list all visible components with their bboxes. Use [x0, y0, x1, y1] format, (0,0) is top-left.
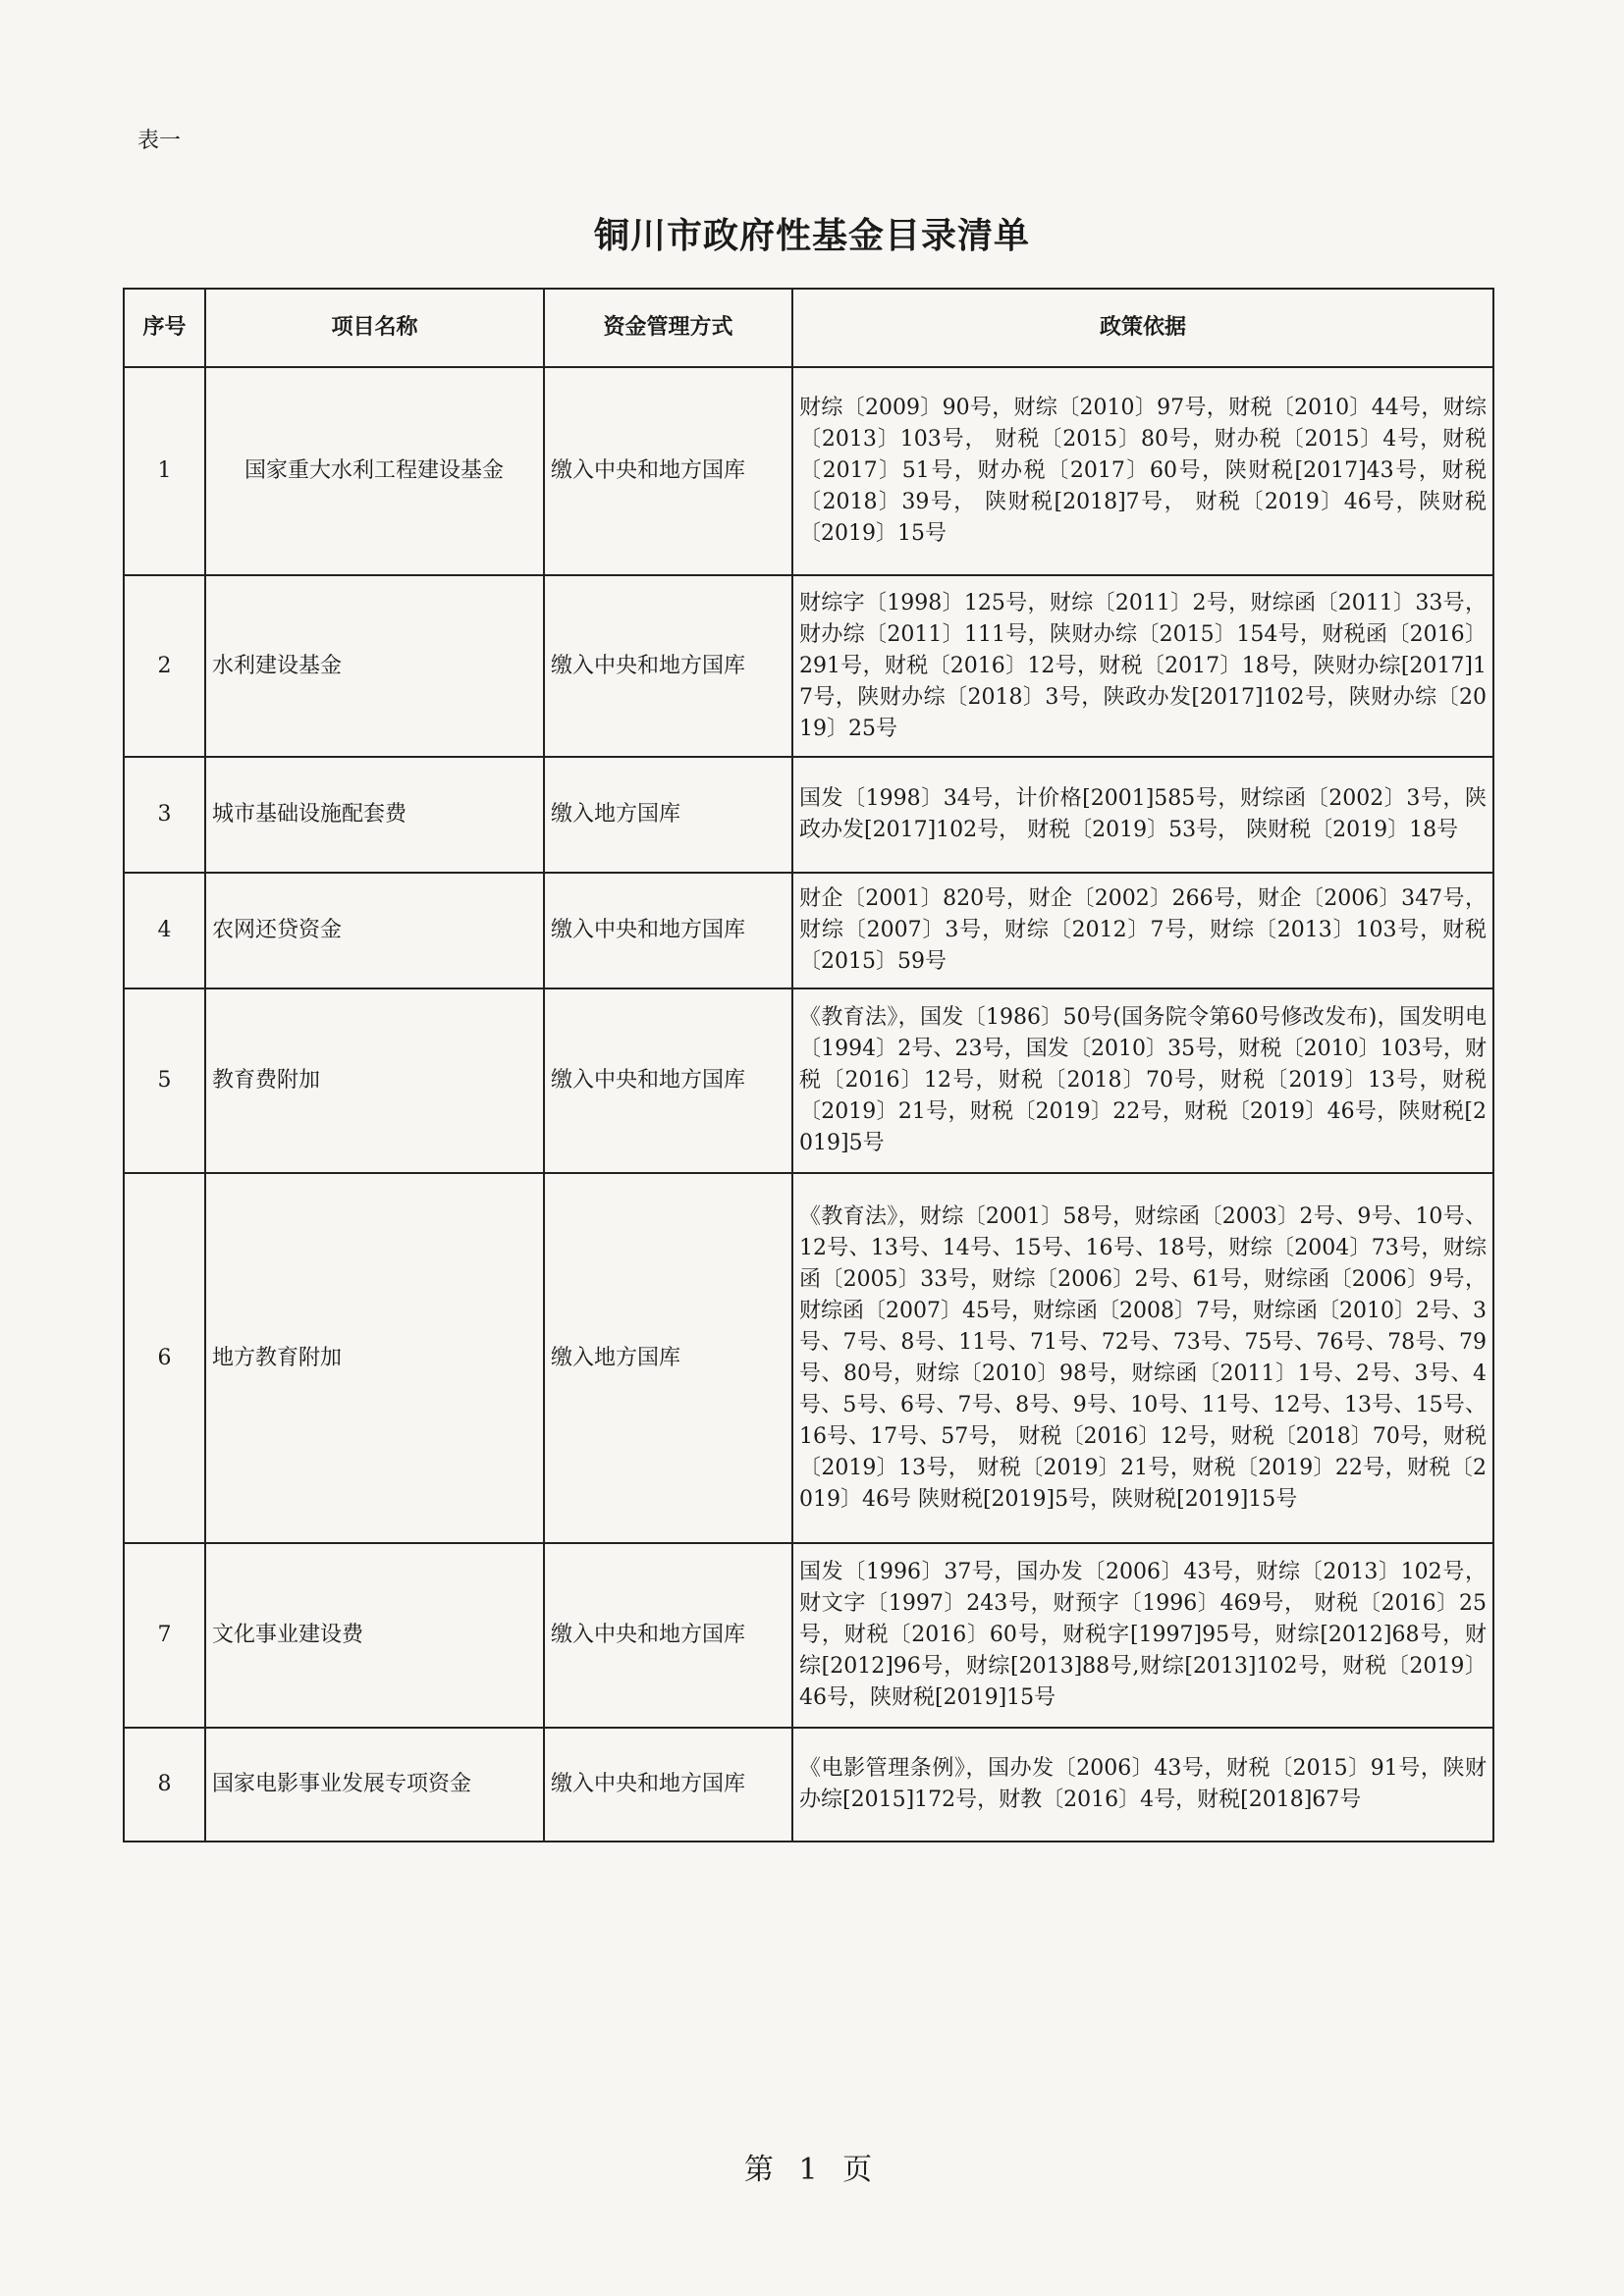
- header-mgmt: 资金管理方式: [544, 289, 792, 367]
- table-row: [124, 757, 1493, 873]
- row-no: 1: [124, 367, 205, 575]
- table-label: 表一: [137, 129, 182, 153]
- row-name: 文化事业建设费: [205, 1543, 544, 1728]
- row-mgmt: 缴入地方国库: [544, 757, 792, 873]
- row-name: 地方教育附加: [205, 1173, 544, 1543]
- row-no: 8: [124, 1728, 205, 1842]
- row-mgmt: 缴入中央和地方国库: [544, 988, 792, 1173]
- row-mgmt: 缴入地方国库: [544, 1173, 792, 1543]
- row-name: 农网还贷资金: [205, 873, 544, 988]
- row-basis: 《教育法》，财综〔2001〕58号，财综函〔2003〕2号、9号、10号、12号、13号、14号、15号、16号、18号，财综〔2004〕73号，财综函〔2005〕33号，财综〔2006〕2号、61号，财综函〔2006〕9号，财综函〔2007〕45号，财综函〔2008〕7号，财综函〔2010〕2号、3号、7号、8号、11号、71号、72号、73号、75号、76号、78号、79号、80号，财综〔2010〕98号，财综函〔2011〕1号、2号、3号、4号、5号、6号、7号、8号、9号、10号、11号、12号、13号、15号、16号、17号、57号， 财税〔2016〕12号，财税〔2018〕70号，财税〔2019〕13号， 财税〔2019〕21号，财税〔2019〕22号，财税〔2019〕46号 陕财税[2019]5号，陕财税[2019]15号: [792, 1173, 1493, 1543]
- row-basis: 《电影管理条例》，国办发〔2006〕43号，财税〔2015〕91号，陕财办综[2015]172号，财教〔2016〕4号，财税[2018]67号: [792, 1728, 1493, 1842]
- page-number: 第 1 页: [743, 2153, 881, 2187]
- row-name: 教育费附加: [205, 988, 544, 1173]
- row-basis: 财综字〔1998〕125号，财综〔2011〕2号，财综函〔2011〕33号，财办综〔2011〕111号，陕财办综〔2015〕154号，财税函〔2016〕291号，财税〔2016〕12号，财税〔2017〕18号，陕财办综[2017]17号，陕财办综〔2018〕3号，陕政办发[2017]102号，陕财办综〔2019〕25号: [792, 575, 1493, 757]
- row-basis: 国发〔1996〕37号，国办发〔2006〕43号，财综〔2013〕102号，财文字〔1997〕243号，财预字〔1996〕469号， 财税〔2016〕25号，财税〔2016〕60号，财税字[1997]95号，财综[2012]68号，财综[2012]96号，财综[2013]88号,财综[2013]102号，财税〔2019〕46号，陕财税[2019]15号: [792, 1543, 1493, 1728]
- row-basis: 《教育法》，国发〔1986〕50号(国务院令第60号修改发布)，国发明电〔1994〕2号、23号，国发〔2010〕35号，财税〔2010〕103号，财税〔2016〕12号，财税〔2018〕70号，财税〔2019〕13号，财税〔2019〕21号，财税〔2019〕22号，财税〔2019〕46号，陕财税[2019]5号: [792, 988, 1493, 1173]
- page-title: 铜川市政府性基金目录清单: [593, 216, 1030, 256]
- table-row: [124, 873, 1493, 988]
- row-no: 7: [124, 1543, 205, 1728]
- row-no: 2: [124, 575, 205, 757]
- row-no: 6: [124, 1173, 205, 1543]
- table-row: [124, 1543, 1493, 1728]
- row-mgmt: 缴入中央和地方国库: [544, 367, 792, 575]
- fund-list-table: [123, 288, 1494, 1842]
- row-no: 4: [124, 873, 205, 988]
- row-mgmt: 缴入中央和地方国库: [544, 873, 792, 988]
- header-name: 项目名称: [205, 289, 544, 367]
- table-row: [124, 575, 1493, 757]
- table-row: [124, 367, 1493, 575]
- table-row: [124, 988, 1493, 1173]
- row-no: 3: [124, 757, 205, 873]
- table-row: [124, 1173, 1493, 1543]
- header-basis: 政策依据: [792, 289, 1493, 367]
- row-name: 国家重大水利工程建设基金: [205, 367, 544, 575]
- row-basis: 财综〔2009〕90号，财综〔2010〕97号，财税〔2010〕44号，财综〔2013〕103号， 财税〔2015〕80号，财办税〔2015〕4号，财税〔2017〕51号，财办税〔2017〕60号，陕财税[2017]43号，财税〔2018〕39号， 陕财税[2018]7号， 财税〔2019〕46号，陕财税〔2019〕15号: [792, 367, 1493, 575]
- row-mgmt: 缴入中央和地方国库: [544, 1728, 792, 1842]
- row-mgmt: 缴入中央和地方国库: [544, 575, 792, 757]
- header-no: 序号: [124, 289, 205, 367]
- table-row: [124, 1728, 1493, 1842]
- row-no: 5: [124, 988, 205, 1173]
- row-basis: 国发〔1998〕34号，计价格[2001]585号，财综函〔2002〕3号，陕政办发[2017]102号， 财税〔2019〕53号， 陕财税〔2019〕18号: [792, 757, 1493, 873]
- row-name: 城市基础设施配套费: [205, 757, 544, 873]
- row-name: 国家电影事业发展专项资金: [205, 1728, 544, 1842]
- row-mgmt: 缴入中央和地方国库: [544, 1543, 792, 1728]
- table-header-row: [124, 289, 1493, 367]
- row-basis: 财企〔2001〕820号，财企〔2002〕266号，财企〔2006〕347号，财综〔2007〕3号，财综〔2012〕7号，财综〔2013〕103号，财税〔2015〕59号: [792, 873, 1493, 988]
- row-name: 水利建设基金: [205, 575, 544, 757]
